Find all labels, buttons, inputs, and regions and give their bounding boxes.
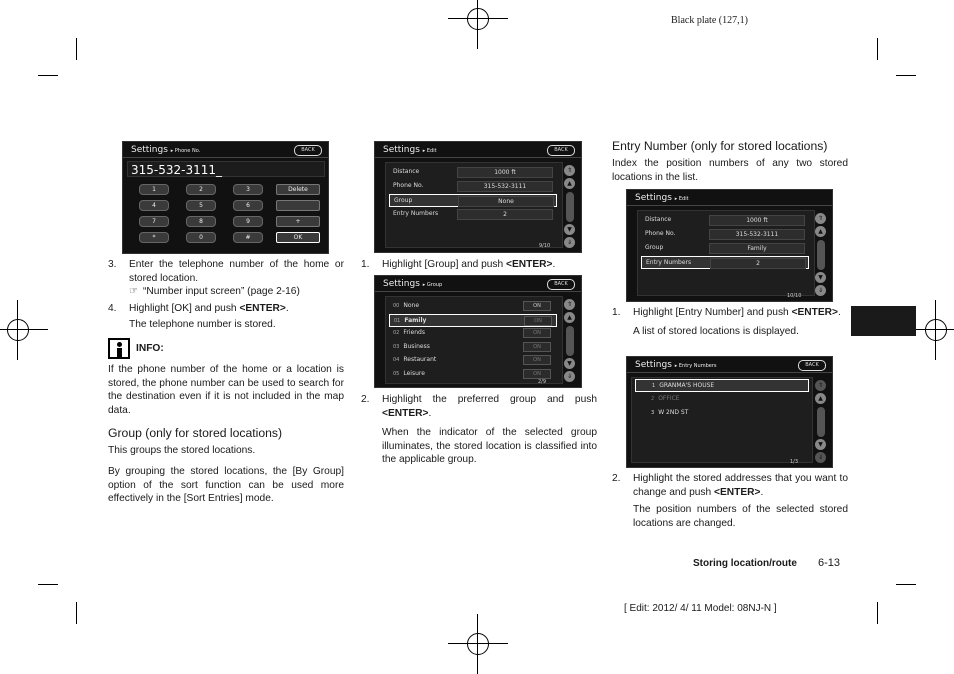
step-4-note: The telephone number is stored.	[129, 319, 276, 331]
screen-title: Settings ▸ Group	[383, 279, 443, 289]
side-key[interactable]	[276, 200, 320, 211]
keypad-key[interactable]: 7	[139, 216, 169, 227]
setting-label: Phone No.	[645, 230, 676, 237]
setting-value: None	[458, 196, 554, 207]
delete-button[interactable]: Delete	[276, 184, 320, 195]
entry-number-intro: Index the position numbers of any two stored locations in the list.	[612, 158, 848, 183]
setting-row[interactable]	[641, 242, 807, 253]
setting-value: 315-532-3111	[457, 181, 553, 192]
scrollbar[interactable]	[817, 407, 825, 437]
step-1: 1. Highlight [Entry Number] and push <ENTER>.	[612, 307, 841, 318]
right-column-step2	[612, 472, 848, 530]
right-column-intro	[612, 139, 848, 191]
setting-label: Entry Numbers	[393, 210, 439, 217]
back-button[interactable]: BACK	[547, 145, 575, 156]
scroll-down-icon[interactable]: ▼	[815, 439, 826, 450]
group-on-indicator[interactable]: ON	[523, 342, 551, 352]
scroll-down-icon[interactable]: ⇓	[564, 237, 575, 248]
group-name: Leisure	[403, 369, 425, 377]
setting-value: Family	[709, 243, 805, 254]
group-row[interactable]	[389, 354, 555, 365]
group-row[interactable]	[389, 341, 555, 352]
group-number: 04	[393, 357, 400, 363]
crop-mark	[38, 584, 58, 585]
screen-title: Settings ▸ Phone No.	[131, 145, 201, 155]
middle-column-step1	[361, 258, 597, 272]
crop-mark	[877, 602, 878, 624]
footer-edit-info: [ Edit: 2012/ 4/ 11 Model: 08NJ-N ]	[624, 603, 777, 614]
scroll-down-icon[interactable]: ⇓	[815, 285, 826, 296]
info-icon	[108, 338, 130, 359]
crop-mark	[896, 584, 916, 585]
keypad-key[interactable]: 5	[186, 200, 216, 211]
scroll-down-icon[interactable]: ▼	[564, 358, 575, 369]
setting-label: Group	[394, 197, 413, 204]
info-block	[108, 338, 344, 360]
keypad-key[interactable]: 1	[139, 184, 169, 195]
crop-mark	[896, 75, 916, 76]
group-on-indicator[interactable]: ON	[523, 369, 551, 379]
footer-page-number: 6-13	[818, 557, 841, 569]
plate-label: Black plate (127,1)	[671, 15, 748, 26]
step-2: 2. Highlight the stored addresses that you want to change and push <ENTER>.	[612, 473, 848, 498]
keypad-key[interactable]: 8	[186, 216, 216, 227]
group-paragraph: This groups the stored locations.	[108, 445, 256, 457]
scroll-down-icon[interactable]: ▼	[564, 224, 575, 235]
setting-label: Group	[645, 244, 664, 251]
scroll-up-icon[interactable]: ▲	[815, 393, 826, 404]
group-on-indicator[interactable]: ON	[523, 355, 551, 365]
side-key[interactable]: +	[276, 216, 320, 227]
setting-label: Distance	[393, 168, 420, 175]
setting-row[interactable]	[641, 256, 809, 269]
group-on-indicator[interactable]: ON	[523, 301, 551, 311]
edit-screen-entry	[626, 189, 833, 302]
scroll-down-icon[interactable]: ⇓	[564, 371, 575, 382]
setting-value: 1000 ft	[709, 215, 805, 226]
registration-mark	[448, 0, 508, 49]
scroll-up-icon[interactable]: ▲	[815, 226, 826, 237]
entry-name: GRANMA'S HOUSE	[659, 382, 715, 389]
step-2-note: When the indicator of the selected group illuminates, the stored location is classified into the applicable group.	[382, 427, 597, 466]
step-1-note: A list of stored locations is displayed.	[633, 325, 799, 337]
crop-mark	[877, 38, 878, 60]
step-2: 2. Highlight the preferred group and push <ENTER>.	[361, 394, 597, 419]
keypad-key[interactable]: #	[233, 232, 263, 243]
step-2-note: The position numbers of the selected stored locations are changed.	[633, 504, 848, 529]
group-row[interactable]	[389, 314, 557, 327]
ok-button[interactable]: OK	[276, 232, 320, 243]
group-number: 02	[393, 330, 400, 336]
setting-value: 2	[457, 209, 553, 220]
left-column	[108, 258, 344, 513]
keypad-key[interactable]: 2	[186, 184, 216, 195]
setting-row[interactable]	[641, 228, 807, 239]
keypad-key[interactable]: *	[139, 232, 169, 243]
screen-title: Settings ▸ Entry Numbers	[635, 360, 717, 370]
page-indicator: 10/10	[787, 293, 802, 299]
entry-row[interactable]	[635, 393, 807, 404]
group-number: 00	[393, 303, 400, 309]
entry-name: W 2ND ST	[658, 409, 689, 416]
group-number: 03	[393, 343, 400, 350]
back-button[interactable]: BACK	[798, 360, 826, 371]
group-name: Family	[404, 316, 427, 324]
setting-label: Phone No.	[393, 182, 424, 189]
group-name: None	[403, 302, 420, 309]
entry-number-heading: Entry Number (only for stored locations)	[612, 139, 828, 153]
back-button[interactable]: BACK	[294, 145, 322, 156]
group-name: Friends	[403, 329, 425, 336]
group-paragraph: By grouping the stored locations, the [By Group] option of the sort function can be used more effectively in the [Sort Entries] mode.	[108, 465, 344, 505]
scrollbar[interactable]	[566, 192, 574, 222]
back-button[interactable]: BACK	[547, 279, 575, 290]
edit-screen-group	[374, 141, 582, 253]
right-column-step1	[612, 306, 848, 338]
entry-number: 3	[651, 410, 655, 416]
setting-value: 1000 ft	[457, 167, 553, 178]
group-name: Business	[403, 342, 430, 350]
group-row[interactable]	[389, 368, 555, 379]
scrollbar[interactable]	[566, 326, 574, 356]
info-label: INFO:	[136, 342, 164, 354]
scroll-up-icon[interactable]: ▲	[564, 178, 575, 189]
setting-row[interactable]	[389, 194, 557, 207]
setting-value: 2	[710, 258, 806, 269]
step-3: 3. Enter the telephone number of the home or stored location.	[108, 259, 344, 284]
crop-mark	[76, 38, 77, 60]
entry-name: OFFICE	[658, 395, 680, 402]
setting-row[interactable]	[389, 208, 555, 219]
phone-number-display: 315-532-3111_	[127, 161, 325, 177]
setting-value: 315-532-3111	[709, 229, 805, 240]
group-row[interactable]	[389, 327, 555, 338]
reference-icon: ☞	[129, 286, 139, 298]
step-1: 1. Highlight [Group] and push <ENTER>.	[361, 259, 556, 270]
info-text: If the phone number of the home or a location is stored, the phone number can be used to search for the destination even if it is not included in the map data.	[108, 363, 344, 416]
registration-mark	[0, 300, 48, 360]
page-indicator: 9/10	[539, 243, 551, 249]
keypad-key[interactable]: 3	[233, 184, 263, 195]
entry-label	[652, 380, 808, 391]
crop-mark	[76, 602, 77, 624]
crop-mark	[38, 75, 58, 76]
step-4: 4. Highlight [OK] and push <ENTER>.	[108, 302, 289, 314]
keypad-key[interactable]: 4	[139, 200, 169, 211]
phone-number-screen	[122, 141, 329, 254]
screen-title: Settings ▸ Edit	[635, 193, 689, 203]
page-indicator: 2/9	[538, 379, 547, 385]
group-on-indicator[interactable]: ON	[524, 316, 552, 326]
middle-column-step2	[361, 393, 597, 467]
registration-mark	[448, 614, 508, 674]
group-screen	[374, 275, 582, 388]
scrollbar[interactable]	[817, 240, 825, 270]
keypad-key[interactable]: 9	[233, 216, 263, 227]
section-tab	[851, 306, 916, 336]
step-3-reference: ☞ “Number input screen” (page 2-16)	[129, 286, 300, 298]
scroll-up-icon[interactable]: ⇑	[564, 165, 575, 176]
entry-label	[651, 393, 807, 404]
group-on-indicator[interactable]: ON	[523, 328, 551, 338]
entry-number: 2	[651, 396, 655, 402]
footer-section: Storing location/route	[693, 558, 797, 569]
group-heading: Group (only for stored locations)	[108, 426, 283, 441]
scroll-up-icon[interactable]: ▲	[564, 312, 575, 323]
group-name: Restaurant	[403, 356, 437, 363]
setting-row[interactable]	[389, 180, 555, 191]
setting-label: Entry Numbers	[646, 259, 692, 266]
setting-row[interactable]	[641, 214, 807, 225]
keypad-key[interactable]: 0	[186, 232, 216, 243]
scroll-up-icon[interactable]: ⇑	[815, 380, 826, 391]
setting-label: Distance	[645, 216, 672, 223]
group-number: 05	[393, 370, 400, 377]
page-indicator: 1/3	[790, 459, 799, 465]
entry-label	[651, 407, 807, 418]
entry-number: 1	[652, 383, 656, 389]
group-row[interactable]	[389, 300, 555, 311]
scroll-up-icon[interactable]: ⇑	[564, 299, 575, 310]
keypad-key[interactable]: 6	[233, 200, 263, 211]
entry-row[interactable]	[635, 379, 809, 392]
screen-title: Settings ▸ Edit	[383, 145, 437, 155]
scroll-down-icon[interactable]: ▼	[815, 272, 826, 283]
scroll-down-icon[interactable]: ⇓	[815, 452, 826, 463]
entry-row[interactable]	[635, 407, 807, 418]
entry-numbers-screen	[626, 356, 833, 468]
group-number: 01	[394, 317, 401, 324]
scroll-up-icon[interactable]: ⇑	[815, 213, 826, 224]
setting-row[interactable]	[389, 166, 555, 177]
